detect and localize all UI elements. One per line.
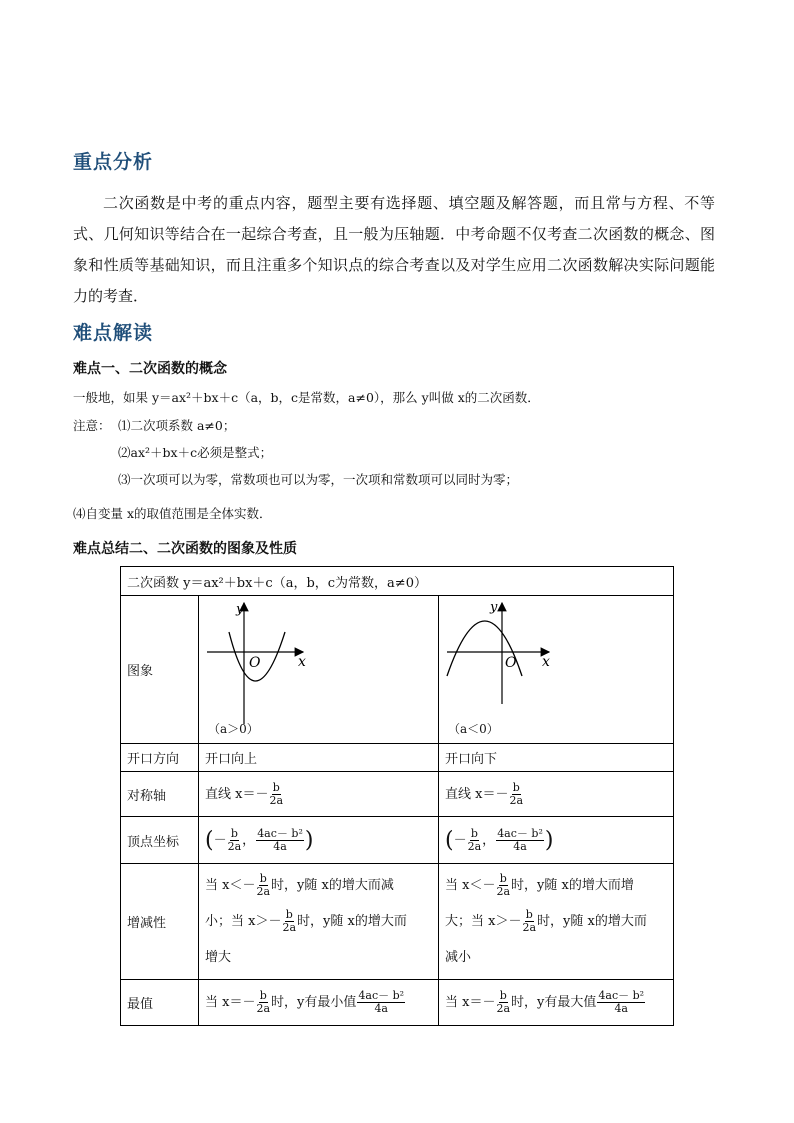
axis-prefix: 直线 x＝－ xyxy=(445,786,509,802)
row-label-monotonic: 增减性 xyxy=(121,864,199,980)
point1-title: 难点一、二次函数的概念 xyxy=(73,361,227,377)
extreme-right: 当 x＝－ $\frac{b}{2a}$ 时，y有最大值 $\frac{\text{4ac－ b²}}{4a}$ xyxy=(439,980,674,1026)
x-label: x xyxy=(298,654,306,670)
analysis-title: 重点分析 xyxy=(73,151,154,173)
parabola-down-figure xyxy=(439,596,674,739)
axis-left xyxy=(199,772,439,817)
note-4: ⑷自变量 x的取值范围是全体实数． xyxy=(73,506,272,521)
note-1: ⑴二次项系数 a≠0； xyxy=(118,418,236,433)
analysis-paragraph: 二次函数是中考的重点内容，题型主要有选择题、填空题及解答题，而且常与方程、不等式、几何知识等结合在一起综合考查，且一般为压轴题．中考命题不仅考查二次函数的概念、图象和性质等基础知识，而且注重多个知识点的综合考查以及对学生应用二次函数解决实际问题能力的考查． xyxy=(73,194,715,305)
extreme-left: 当 x＝－ $\frac{b}{2a}$ 时，y有最小值 $\frac{\text{4ac－ b²}}{4a}$ xyxy=(199,980,439,1026)
graph-upward xyxy=(199,596,439,744)
vertex-right: (－ $\frac{b}{2a}$ ， $\frac{\text{4ac－ b²}}{4a}$ ) xyxy=(439,817,674,864)
monotonic-right: 当 x＜－ $\frac{b}{2a}$ 时，y随 x的增大而增 大；当 x＞－ $\frac{b}{2a}$ 时，y随 x的增大而 减小 xyxy=(439,864,674,980)
graph-up-caption: （a＞0） xyxy=(208,722,259,736)
row-label-extreme: 最值 xyxy=(121,980,199,1026)
definition-line: 一般地，如果 y＝ax²＋bx＋c（a，b，c是常数，a≠0），那么 y叫做 x的二次函数． xyxy=(73,390,540,405)
monotonic-left: 当 x＜－ $\frac{b}{2a}$ 时，y随 x的增大而减 小；当 x＞－ $\frac{b}{2a}$ 时，y随 x的增大而 增大 xyxy=(199,864,439,980)
graph-down-caption: （a＜0） xyxy=(448,722,499,736)
note-3: ⑶一次项可以为零，常数项也可以为零，一次项和常数项可以同时为零； xyxy=(118,472,519,487)
opening-down: 开口向下 xyxy=(439,744,674,772)
row-label-opening: 开口方向 xyxy=(121,744,199,772)
parabola-up-figure xyxy=(199,596,439,739)
y-label: y xyxy=(236,602,244,617)
fraction-b-2a: $\frac{b}{2a}$ xyxy=(269,780,284,807)
origin-label: O xyxy=(505,655,517,671)
fraction-b-2a: $\frac{b}{2a}$ xyxy=(509,780,524,807)
graph-downward xyxy=(439,596,674,744)
row-label-graph: 图象 xyxy=(121,596,199,744)
difficulty-title: 难点解读 xyxy=(73,322,154,344)
table-header: 二次函数 y＝ax²＋bx＋c（a，b，c为常数，a≠0） xyxy=(121,567,674,596)
vertex-left: (－ $\frac{b}{2a}$ ， $\frac{\text{4ac－ b²}}{4a}$ ) xyxy=(199,817,439,864)
properties-table xyxy=(120,566,674,1026)
y-label: y xyxy=(490,600,498,615)
axis-prefix: 直线 x＝－ xyxy=(205,786,269,802)
x-label: x xyxy=(542,654,550,670)
point2-title: 难点总结二、二次函数的图象及性质 xyxy=(73,541,297,557)
row-label-vertex: 顶点坐标 xyxy=(121,817,199,864)
note-2: ⑵ax²＋bx＋c必须是整式； xyxy=(118,445,273,460)
opening-up: 开口向上 xyxy=(199,744,439,772)
origin-label: O xyxy=(249,655,261,671)
row-label-axis: 对称轴 xyxy=(121,772,199,817)
axis-right xyxy=(439,772,674,817)
note-label: 注意： xyxy=(73,418,111,433)
